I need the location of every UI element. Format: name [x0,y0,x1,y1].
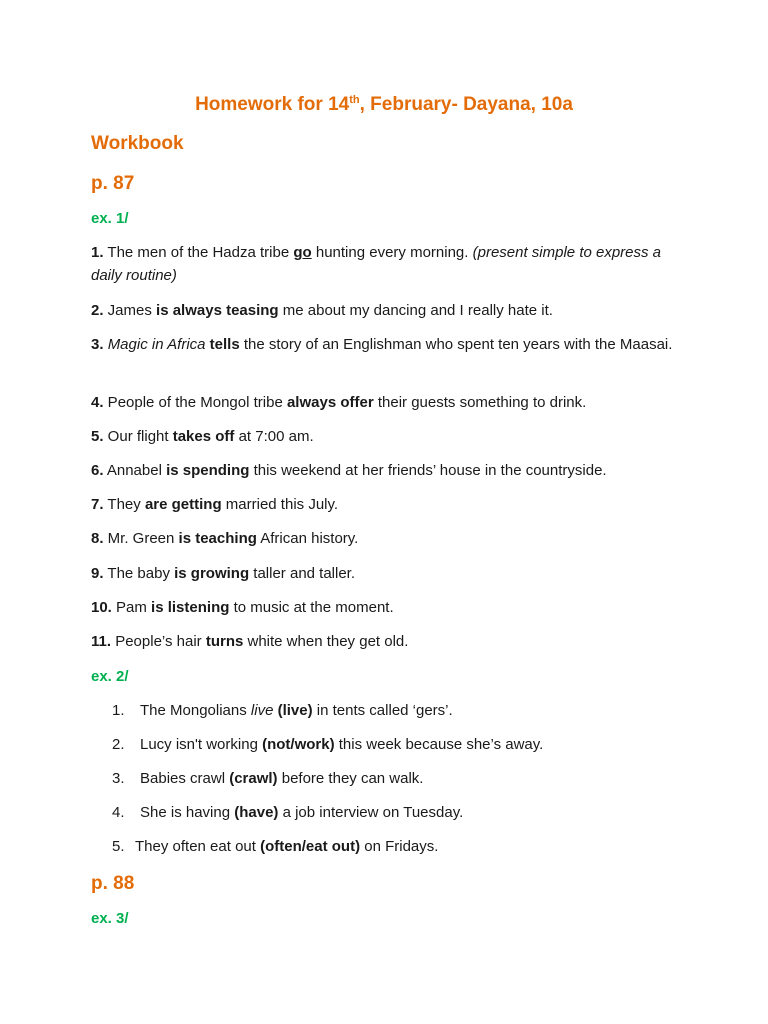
ex1-heading: ex. 1/ [91,210,129,227]
page-title: Homework for 14th, February- Dayana, 10a [195,94,573,115]
ex1-item-6: 6. Annabel is spending this weekend at her friends’ house in the countryside. [91,462,607,479]
ex1-item-5: 5. Our flight takes off at 7:00 am. [91,428,314,445]
workbook-heading: Workbook [91,133,184,154]
page-88-heading: p. 88 [91,873,135,894]
ex1-item-11: 11. People’s hair turns white when they get old. [91,633,409,650]
ex2-item-2: 2. Lucy isn't working (not/work) this week because she’s away. [112,736,544,753]
ex1-item-8: 8. Mr. Green is teaching African history. [91,530,359,547]
ex3-heading: ex. 3/ [91,910,129,927]
ex1-item-1: 1. The men of the Hadza tribe go hunting every morning. (present simple to express a daily routine) [91,244,662,284]
ex2-item-5: 5. They often eat out (often/eat out) on Fridays. [112,838,439,855]
page-87-heading: p. 87 [91,173,135,194]
ex2-heading: ex. 2/ [91,668,129,685]
ex2-item-1: 1. The Mongolians live (live) in tents called ‘gers’. [112,702,453,719]
ex1-item-3: 3. Magic in Africa tells the story of an Englishman who spent ten years with the Maasai. [91,336,673,353]
ex1-item-10: 10. Pam is listening to music at the moment. [91,599,394,616]
ex1-item-2: 2. James is always teasing me about my dancing and I really hate it. [91,302,553,319]
ex1-item-4: 4. People of the Mongol tribe always offer their guests something to drink. [91,394,587,411]
ex1-item-9: 9. The baby is growing taller and taller. [91,565,356,582]
ex1-item-7: 7. They are getting married this July. [91,496,339,513]
ex2-item-4: 4. She is having (have) a job interview on Tuesday. [112,804,464,821]
ex2-item-3: 3. Babies crawl (crawl) before they can walk. [112,770,424,787]
